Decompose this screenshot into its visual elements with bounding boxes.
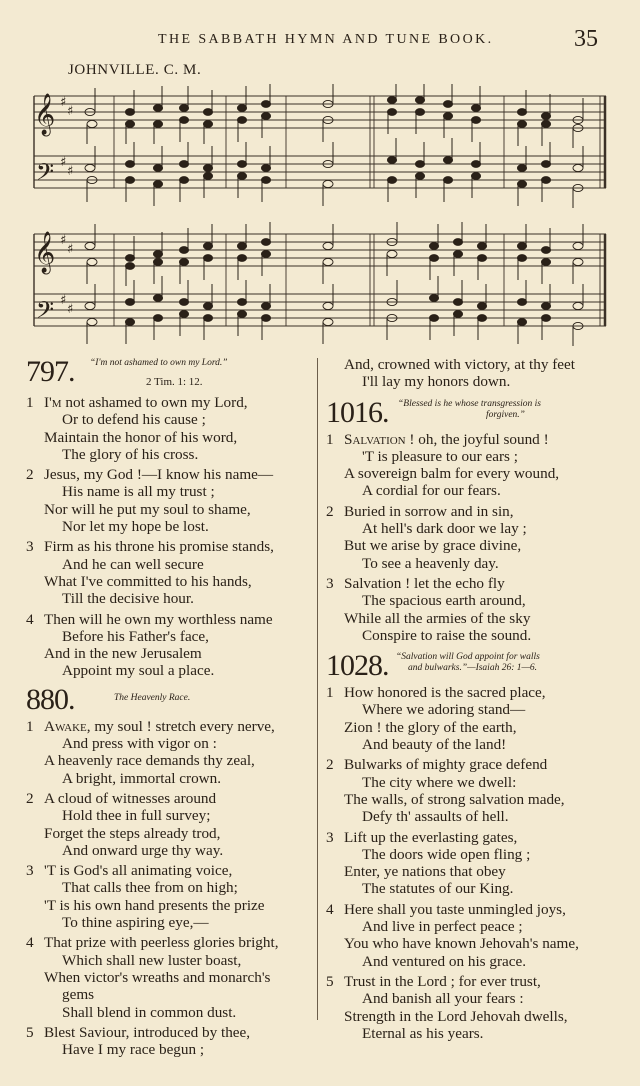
verse-number: 2 bbox=[326, 502, 334, 520]
verse-number: 2 bbox=[326, 756, 334, 774]
verse-line: Zion ! the glory of the earth, bbox=[344, 718, 517, 736]
verse-number: 1 bbox=[326, 430, 334, 448]
svg-text:♯: ♯ bbox=[60, 293, 67, 308]
stanza-2 bbox=[326, 503, 616, 572]
verse-line: Have I my race begun ; bbox=[62, 1041, 205, 1059]
verse-line: Here shall you taste unmingled joys, bbox=[344, 900, 566, 918]
verse-line: Or to defend his cause ; bbox=[62, 411, 206, 429]
verse-number: 1 bbox=[26, 394, 34, 411]
verse-line: A cordial for our fears. bbox=[362, 482, 501, 500]
svg-text:♯: ♯ bbox=[60, 233, 67, 248]
hymn-797 bbox=[26, 356, 316, 680]
stanza-1 bbox=[326, 431, 616, 500]
verse-line: not ashamed to own my Lord, bbox=[61, 394, 248, 411]
verse-line: Where we adoring stand— bbox=[362, 701, 526, 719]
stanza-5 bbox=[26, 1024, 316, 1059]
verse-line: 'T is his own hand presents the prize bbox=[44, 896, 265, 914]
hymn-1028 bbox=[326, 650, 616, 1042]
verse-line: And banish all your fears : bbox=[362, 990, 524, 1008]
verse-line: my soul ! stretch every nerve, bbox=[90, 717, 275, 735]
svg-text:♯: ♯ bbox=[67, 164, 74, 179]
music-system-2 bbox=[30, 222, 610, 346]
first-word: Awake, bbox=[44, 717, 91, 735]
verse-line: That calls thee from on high; bbox=[62, 879, 238, 897]
verse-line: Lift up the everlasting gates, bbox=[344, 828, 518, 846]
hymn-number: 1028. bbox=[326, 649, 389, 683]
verse-line: A sovereign balm for every wound, bbox=[344, 465, 560, 483]
hymn-1016 bbox=[326, 397, 616, 645]
stanza-2 bbox=[26, 466, 316, 535]
verse-line: And ventured on his grace. bbox=[362, 952, 527, 970]
stanza-4 bbox=[26, 611, 316, 680]
music-score bbox=[30, 222, 610, 346]
verse-line: Then will he own my worthless name bbox=[44, 610, 273, 628]
svg-text:𝄢: 𝄢 bbox=[36, 296, 55, 329]
verse-line: And live in perfect peace ; bbox=[362, 918, 523, 936]
verse-line: And he can well secure bbox=[62, 555, 204, 573]
verse-number: 2 bbox=[26, 466, 34, 484]
verse-line: Maintain the honor of his word, bbox=[44, 428, 238, 446]
verse-line: The doors wide open fling ; bbox=[362, 845, 531, 863]
verse-line: Before his Father's face, bbox=[62, 627, 209, 645]
verse-line: Conspire to raise the sound. bbox=[362, 626, 532, 644]
svg-text:♯: ♯ bbox=[60, 155, 67, 170]
first-word: Salvation bbox=[344, 430, 406, 448]
stanza-2 bbox=[26, 790, 316, 859]
verse-line: Salvation ! let the echo fly bbox=[344, 574, 505, 592]
verse-line: Till the decisive hour. bbox=[62, 590, 194, 608]
verse-line: I'll lay my honors down. bbox=[362, 373, 511, 391]
verse-line: Blest Saviour, introduced by thee, bbox=[44, 1023, 251, 1041]
stanza-4 bbox=[26, 934, 316, 1020]
stanza-4 bbox=[326, 901, 616, 970]
stanza-1 bbox=[26, 718, 316, 787]
left-column bbox=[26, 356, 316, 1061]
stanza-3 bbox=[26, 538, 316, 607]
column-divider bbox=[317, 358, 318, 1020]
first-word: I'm bbox=[44, 394, 62, 411]
verse-line: But we arise by grace divine, bbox=[344, 537, 522, 555]
hymn-header bbox=[26, 356, 316, 394]
stanza-5 bbox=[326, 973, 616, 1042]
verse-line: What I've committed to his hands, bbox=[44, 572, 252, 590]
hymn-header bbox=[26, 684, 316, 718]
stanza-1 bbox=[326, 684, 616, 753]
scripture-reference: 2 Tim. 1: 12. bbox=[146, 376, 203, 388]
hymn-caption: “I'm not ashamed to own my Lord.” bbox=[90, 358, 228, 368]
verse-line: The statutes of our King. bbox=[362, 880, 514, 898]
hymn-caption: The Heavenly Race. bbox=[114, 692, 191, 703]
verse-number: 3 bbox=[26, 862, 34, 880]
verse-line: While all the armies of the sky bbox=[344, 609, 531, 627]
verse-number: 3 bbox=[326, 574, 334, 592]
music-score bbox=[30, 84, 610, 208]
svg-text:𝄞: 𝄞 bbox=[34, 94, 56, 135]
verse-number: 4 bbox=[326, 900, 334, 918]
verse-line: That prize with peerless glories bright, bbox=[44, 934, 279, 952]
verse-line: And beauty of the land! bbox=[362, 736, 507, 754]
hymn-caption: “Salvation will God appoint for walls bbox=[396, 652, 540, 663]
hymn-number: 797. bbox=[26, 355, 75, 388]
verse-line: Shall blend in common dust. bbox=[62, 1003, 237, 1021]
verse-line: A heavenly race demands thy zeal, bbox=[44, 752, 255, 770]
svg-text:♯: ♯ bbox=[60, 95, 67, 110]
running-title: THE SABBATH HYMN AND TUNE BOOK. bbox=[158, 32, 494, 47]
verse-number: 4 bbox=[26, 934, 34, 952]
verse-line: And press with vigor on : bbox=[62, 735, 217, 753]
stanza-3 bbox=[326, 575, 616, 644]
page-header bbox=[0, 26, 640, 58]
hymn-header bbox=[326, 650, 616, 684]
hymn-880-continuation bbox=[326, 356, 616, 391]
verse-line: A cloud of witnesses around bbox=[44, 789, 217, 807]
verse-line: How honored is the sacred place, bbox=[344, 684, 546, 702]
verse-line: The spacious earth around, bbox=[362, 592, 526, 610]
hymn-number: 880. bbox=[26, 682, 75, 716]
verse-number: 3 bbox=[26, 538, 34, 556]
verse-line: A bright, immortal crown. bbox=[62, 769, 222, 787]
verse-number: 4 bbox=[26, 610, 34, 628]
hymn-caption: and bulwarks.”—Isaiah 26: 1—6. bbox=[408, 663, 538, 674]
verse-line: The glory of his cross. bbox=[62, 445, 199, 463]
right-column bbox=[326, 356, 616, 1045]
stanza-1 bbox=[26, 394, 316, 463]
verse-line: Hold thee in full survey; bbox=[62, 807, 211, 825]
verse-line: ! oh, the joyful sound ! bbox=[405, 430, 549, 448]
tune-title: JOHNVILLE. C. M. bbox=[68, 62, 202, 78]
svg-text:𝄢: 𝄢 bbox=[36, 158, 55, 191]
stanza-2 bbox=[326, 756, 616, 825]
hymn-header bbox=[326, 397, 616, 431]
page-number: 35 bbox=[574, 26, 598, 52]
verse-line: To thine aspiring eye,— bbox=[62, 914, 209, 932]
svg-text:♯: ♯ bbox=[67, 104, 74, 119]
verse-number: 5 bbox=[326, 972, 334, 990]
verse-line: The walls, of strong salvation made, bbox=[344, 790, 565, 808]
verse-line: Nor let my hope be lost. bbox=[62, 518, 209, 536]
hymn-caption: forgiven.” bbox=[486, 409, 525, 420]
verse-line: The city where we dwell: bbox=[362, 773, 517, 791]
verse-line: Buried in sorrow and in sin, bbox=[344, 502, 514, 520]
verse-line: 'T is God's all animating voice, bbox=[44, 862, 233, 880]
verse-line: Appoint my soul a place. bbox=[62, 662, 215, 680]
svg-text:𝄞: 𝄞 bbox=[34, 232, 56, 273]
verse-line: 'T is pleasure to our ears ; bbox=[362, 447, 518, 465]
verse-line: Eternal as his years. bbox=[362, 1024, 484, 1042]
verse-number: 1 bbox=[326, 684, 334, 702]
verse-line: Jesus, my God !—I know his name— bbox=[44, 466, 274, 484]
verse-line: Enter, ye nations that obey bbox=[344, 863, 506, 881]
verse-line: Defy th' assaults of hell. bbox=[362, 808, 509, 826]
verse-number: 1 bbox=[26, 717, 34, 735]
verse-number: 5 bbox=[26, 1023, 34, 1041]
verse-line: And onward urge thy way. bbox=[62, 841, 224, 859]
verse-line: Trust in the Lord ; for ever trust, bbox=[344, 972, 541, 990]
verse-number: 2 bbox=[26, 789, 34, 807]
verse-line: And in the new Jerusalem bbox=[44, 645, 202, 663]
svg-text:♯: ♯ bbox=[67, 302, 74, 317]
verse-line: Which shall new luster boast, bbox=[62, 951, 242, 969]
verse-line: gems bbox=[62, 986, 95, 1004]
verse-line: To see a heavenly day. bbox=[362, 554, 499, 572]
verse-line: And, crowned with victory, at thy feet bbox=[344, 356, 575, 373]
verse-line: You who have known Jehovah's name, bbox=[344, 935, 579, 953]
hymn-number: 1016. bbox=[326, 395, 389, 429]
verse-line: His name is all my trust ; bbox=[62, 483, 215, 501]
verse-line: At hell's dark door we lay ; bbox=[362, 520, 527, 538]
verse-line: Bulwarks of mighty grace defend bbox=[344, 756, 548, 774]
verse-number: 3 bbox=[326, 828, 334, 846]
stanza-3 bbox=[26, 862, 316, 931]
verse-line: Nor will he put my soul to shame, bbox=[44, 500, 251, 518]
verse-line: Forget the steps already trod, bbox=[44, 824, 221, 842]
verse-line: When victor's wreaths and monarch's bbox=[44, 968, 271, 986]
verse-line: Firm as his throne his promise stands, bbox=[44, 538, 274, 556]
svg-text:♯: ♯ bbox=[67, 242, 74, 257]
hymn-caption: “Blessed is he whose transgression is bbox=[398, 398, 541, 409]
music-system-1 bbox=[30, 84, 610, 208]
verse-line: Strength in the Lord Jehovah dwells, bbox=[344, 1007, 568, 1025]
hymn-880 bbox=[26, 684, 316, 1059]
stanza-3 bbox=[326, 829, 616, 898]
